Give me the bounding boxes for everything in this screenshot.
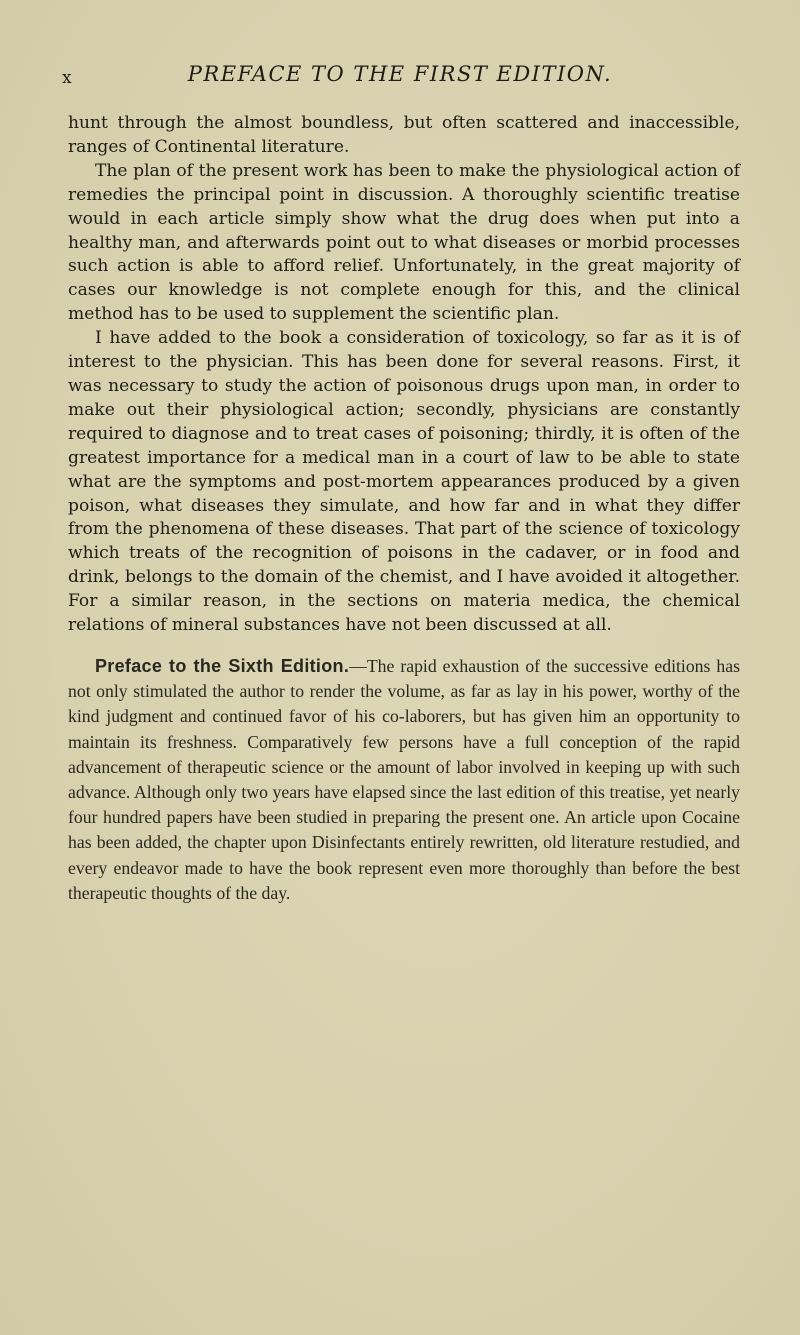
paragraph-toxicology: I have added to the book a consideration of toxicology, so far as it is of interest to the physician. This has been done for several reasons. First, it was necessary to study the action of poisonous drugs upon man, in order to make out their physiological action; secondly, physicians are constantly required to diagnose and to treat cases of poisoning; thirdly, it is often of the greatest importance for a medical man in a court of law to be able to state what are the symptoms and post-mortem appearances produced by a given poison, what diseases they simulate, and how far and in what they differ from the phenomena of these diseases. That part of the science of toxicology which treats of the recognition of poisons in the cadaver, or in food and drink, belongs to the domain of the chemist, and I have avoided it altogether. For a similar reason, in the sections on materia medica, the chemical relations of mineral substances have not been discussed at all. xyxy=(68,328,740,636)
paragraph-plan: The plan of the present work has been to make the physiological action of remedies the principal point in discussion. A thoroughly scientific treatise would in each article simply show what the drug does when put into a healthy man, and afterwards point out to what diseases or morbid processes such action is able to afford relief. Unfortunately, in the great majority of cases our knowledge is not complete enough for this, and the clinical method has to be used to supplement the scientific plan. xyxy=(68,160,740,325)
page-header xyxy=(0,62,800,92)
page-number: x xyxy=(62,68,73,88)
sixth-edition-heading: Preface to the Sixth Edition. xyxy=(95,655,350,676)
paragraph-sixth-edition xyxy=(68,654,740,906)
paragraph-continuation: hunt through the almost boundless, but often scattered and inaccessible, ranges of Continental literature. xyxy=(68,113,740,157)
body-text xyxy=(68,112,740,906)
running-title: PREFACE TO THE FIRST EDITION. xyxy=(187,62,613,86)
sixth-edition-text: —The rapid exhaustion of the successive editions has not only stimulated the author to render the volume, as far as lay in his power, worthy of the kind judgment and continued favor of his co-laborers, but has given him an opportunity to maintain its freshness. Comparatively few persons have a full conception of the rapid advancement of therapeutic science or the amount of labor involved in keeping up with such advance. Although only two years have elapsed since the last edition of this treatise, yet nearly four hundred papers have been studied in preparing the present one. An article upon Cocaine has been added, the chapter upon Disinfectants entirely rewritten, old literature restudied, and every endeavor made to have the book represent even more thoroughly than before the best therapeutic thoughts of the day. xyxy=(68,655,740,903)
